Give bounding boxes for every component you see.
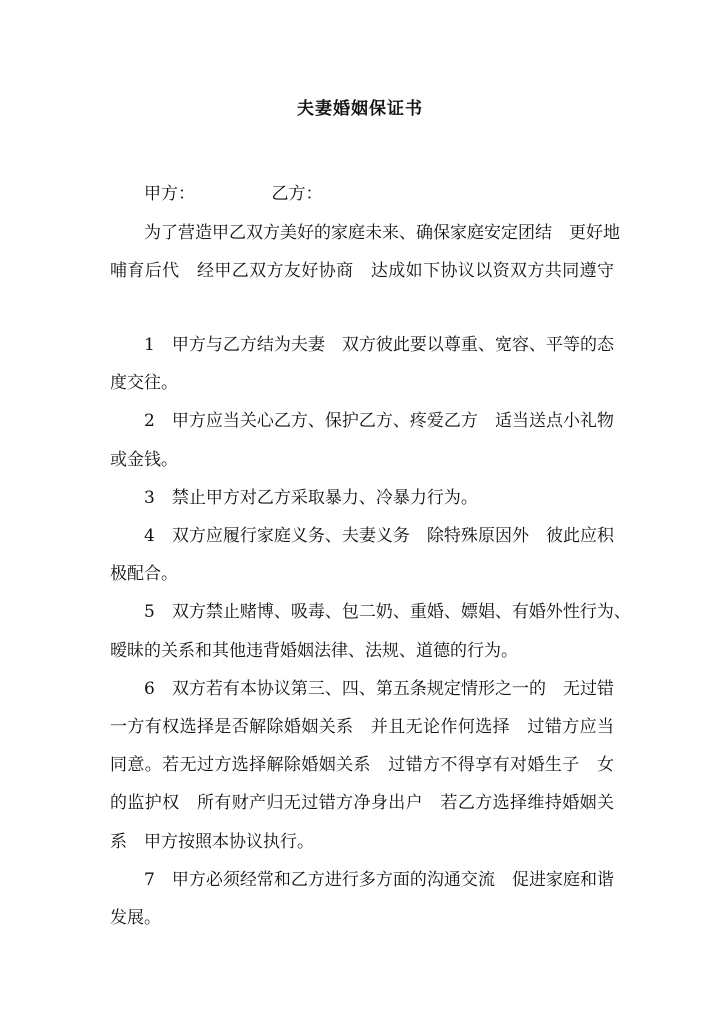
clause-line: 或金钱。 [110,450,178,470]
clause-line: 的监护权 所有财产归无过错方净身出户 若乙方选择维持婚姻关 [110,793,614,813]
clause-line: 5 双方禁止赌博、吸毒、包二奶、重婚、嫖娼、有婚外性行为、 [144,602,631,622]
clause-line: 系 甲方按照本协议执行。 [110,832,314,852]
clause-line: 同意。若无过方选择解除婚姻关系 过错方不得享有对婚生子 女 [110,755,614,775]
clause-line: 暧昧的关系和其他违背婚姻法律、法规、道德的行为。 [110,641,518,661]
clause-line: 度交往。 [110,373,178,393]
parties-line: 甲方： 乙方： [144,184,323,204]
paragraph-line: 为了营造甲乙双方美好的家庭未来、确保家庭安定团结 更好地 [144,223,620,243]
clause-line: 3 禁止甲方对乙方采取暴力、冷暴力行为。 [144,488,478,508]
clause-line: 7 甲方必须经常和乙方进行多方面的沟通交流 促进家庭和谐 [144,870,614,890]
document-title: 夫妻婚姻保证书 [297,99,423,119]
clause-line: 一方有权选择是否解除婚姻关系 并且无论作何选择 过错方应当 [110,717,614,737]
clause-line: 2 甲方应当关心乙方、保护乙方、疼爱乙方 适当送点小礼物 [144,411,614,431]
clause-line: 6 双方若有本协议第三、四、第五条规定情形之一的 无过错 [144,679,614,699]
clause-line: 1 甲方与乙方结为夫妻 双方彼此要以尊重、宽容、平等的态 [144,335,614,355]
clause-line: 极配合。 [110,564,178,584]
clause-line: 4 双方应履行家庭义务、夫妻义务 除特殊原因外 彼此应积 [144,526,614,546]
paragraph-line: 哺育后代 经甲乙双方友好协商 达成如下协议以资双方共同遵守 [110,261,614,281]
clause-line: 发展。 [110,908,161,928]
